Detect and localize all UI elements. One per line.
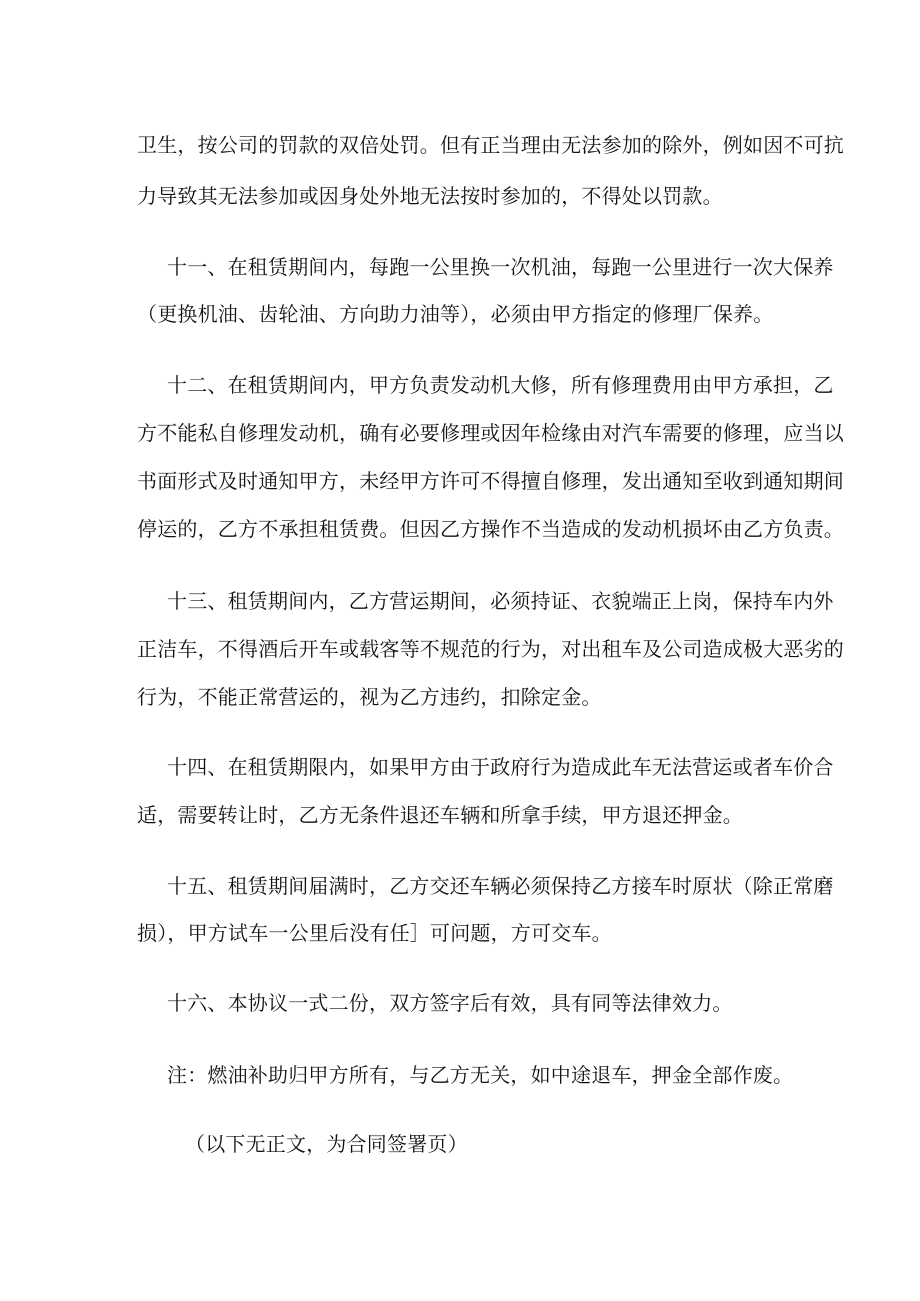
closing-note: （以下无正文，为合同签署页） [185, 1132, 468, 1156]
clause-11-line: （更换机油、齿轮油、方向助力油等），必须由甲方指定的修理厂保养。 [137, 302, 774, 326]
clause-13-line: 正洁车，不得酒后开车或载客等不规范的行为，对出租车及公司造成极大恶劣的 [137, 637, 844, 661]
paragraph-line: 卫生，按公司的罚款的双倍处罚。但有正当理由无法参加的除外，例如因不可抗 [137, 133, 844, 157]
clause-12-line: 十二、在租赁期间内，甲方负责发动机大修，所有修理费用由甲方承担，乙 [167, 373, 834, 397]
clause-12-line: 方不能私自修理发动机，确有必要修理或因年检缘由对汽车需要的修理，应当以 [137, 421, 844, 445]
clause-12-line: 停运的，乙方不承担租赁费。但因乙方操作不当造成的发动机损坏由乙方负责。 [137, 517, 844, 541]
clause-12-line: 书面形式及时通知甲方，未经甲方许可不得擅自修理，发出通知至收到通知期间 [137, 469, 844, 493]
clause-15-line: 十五、租赁期间届满时，乙方交还车辆必须保持乙方接车时原状（除正常磨 [167, 874, 834, 898]
clause-13-line: 十三、租赁期间内，乙方营运期间，必须持证、衣貌端正上岗，保持车内外 [167, 589, 834, 613]
clause-14-line: 适，需要转让时，乙方无条件退还车辆和所拿手续，甲方退还押金。 [137, 803, 743, 827]
paragraph-line: 力导致其无法参加或因身处外地无法按时参加的，不得处以罚款。 [137, 184, 723, 208]
clause-14-line: 十四、在租赁期限内，如果甲方由于政府行为造成此车无法营运或者车价合 [167, 755, 834, 779]
clause-16-line: 十六、本协议一式二份，双方签字后有效，具有同等法律效力。 [167, 991, 733, 1015]
clause-13-line: 行为，不能正常营运的，视为乙方违约，扣除定金。 [137, 685, 602, 709]
clause-15-line: 损），甲方试车一公里后没有任］可问题，方可交车。 [137, 921, 612, 945]
note-line: 注：燃油补助归甲方所有，与乙方无关，如中途退车，押金全部作废。 [167, 1063, 794, 1087]
clause-11-line: 十一、在租赁期间内，每跑一公里换一次机油，每跑一公里进行一次大保养 [167, 255, 834, 279]
